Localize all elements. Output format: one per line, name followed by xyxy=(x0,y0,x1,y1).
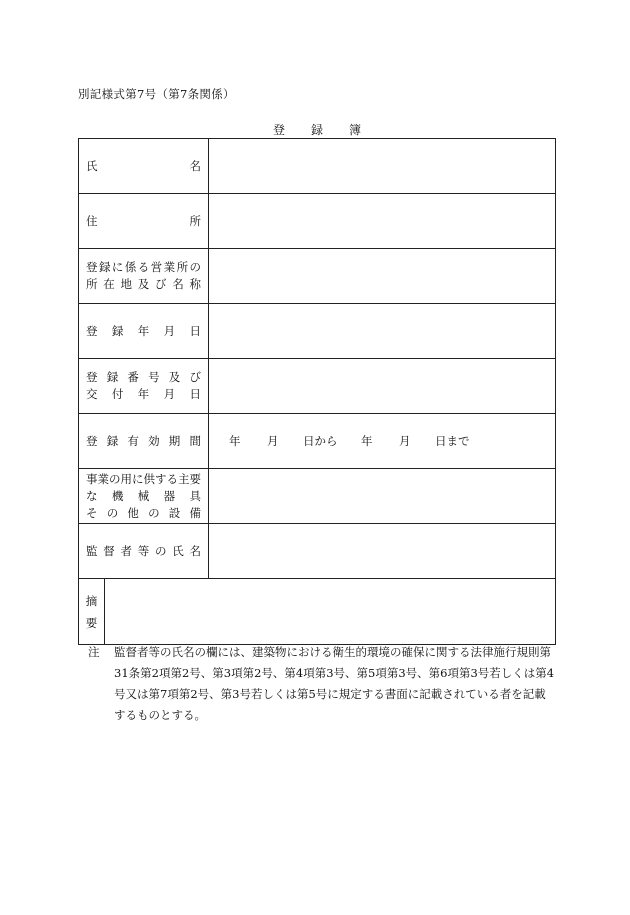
field-supervisor[interactable] xyxy=(209,524,556,579)
label-equipment-line2: な 機 械 器 具 xyxy=(86,488,201,503)
field-name[interactable] xyxy=(209,139,556,194)
label-validity-text: 登 録 有 効 期 間 xyxy=(86,433,201,448)
field-office[interactable] xyxy=(209,249,556,304)
label-reg-number-line2: 交 付 年 月 日 xyxy=(86,387,201,401)
label-remarks-line1: 摘 xyxy=(85,593,98,608)
field-address[interactable] xyxy=(209,194,556,249)
row-validity xyxy=(79,414,556,469)
document-title: 登録簿 xyxy=(272,123,387,137)
row-equipment xyxy=(79,469,556,524)
validity-year1: 年 xyxy=(229,434,241,448)
field-remarks[interactable] xyxy=(105,579,556,645)
field-validity[interactable] xyxy=(209,414,556,469)
label-office-line2: 所 在 地 及 び 名 称 xyxy=(86,277,201,291)
label-supervisor-text: 監 督 者 等 の 氏 名 xyxy=(86,543,201,558)
label-equipment-line1: 事 業 の 用 に 供 す る 主 要 xyxy=(86,471,201,486)
label-equipment-line3: そ の 他 の 設 備 xyxy=(86,505,201,520)
row-name xyxy=(79,139,556,194)
field-equipment[interactable] xyxy=(209,469,556,524)
row-reg-date xyxy=(79,304,556,359)
label-supervisor xyxy=(79,524,209,579)
validity-day1: 日から xyxy=(303,434,338,448)
validity-month2: 月 xyxy=(399,434,411,448)
label-office xyxy=(79,249,209,304)
label-reg-date xyxy=(79,304,209,359)
label-validity xyxy=(79,414,209,469)
footnote xyxy=(88,642,556,726)
row-supervisor xyxy=(79,524,556,579)
label-reg-number xyxy=(79,359,209,414)
label-equipment xyxy=(79,469,209,524)
form-reference: 別記様式第7号（第7条関係） xyxy=(78,87,235,101)
row-remarks xyxy=(79,579,556,645)
footnote-mark: 注 xyxy=(88,645,100,659)
row-reg-number xyxy=(79,359,556,414)
registration-table xyxy=(78,138,556,645)
label-address xyxy=(79,194,209,249)
label-address-text: 住 所 xyxy=(86,213,201,228)
label-name xyxy=(79,139,209,194)
validity-month1: 月 xyxy=(267,434,279,448)
footnote-text: 監督者等の氏名の欄には、建築物における衛生的環境の確保に関する法律施行規則第31条第2項第2号、第3項第2号、第4項第3号、第5項第3号、第6項第3号若しくは第4号又は第7項第2号、第3号若しくは第5号に規定する書面に記載されている者を記載するものとする。 xyxy=(114,645,555,722)
field-reg-number[interactable] xyxy=(209,359,556,414)
validity-year2: 年 xyxy=(361,434,373,448)
row-office xyxy=(79,249,556,304)
field-reg-date[interactable] xyxy=(209,304,556,359)
label-reg-date-text: 登 録 年 月 日 xyxy=(86,323,201,338)
validity-period xyxy=(229,433,555,449)
label-reg-number-line1: 登 録 番 号 及 び xyxy=(86,370,201,384)
label-remarks-line2: 要 xyxy=(85,615,98,630)
label-office-line1: 登 録 に 係 る 営 業 所 の xyxy=(86,260,201,274)
label-remarks xyxy=(79,579,105,645)
row-address xyxy=(79,194,556,249)
label-name-text: 氏 名 xyxy=(86,158,201,173)
validity-day2: 日まで xyxy=(435,434,470,448)
